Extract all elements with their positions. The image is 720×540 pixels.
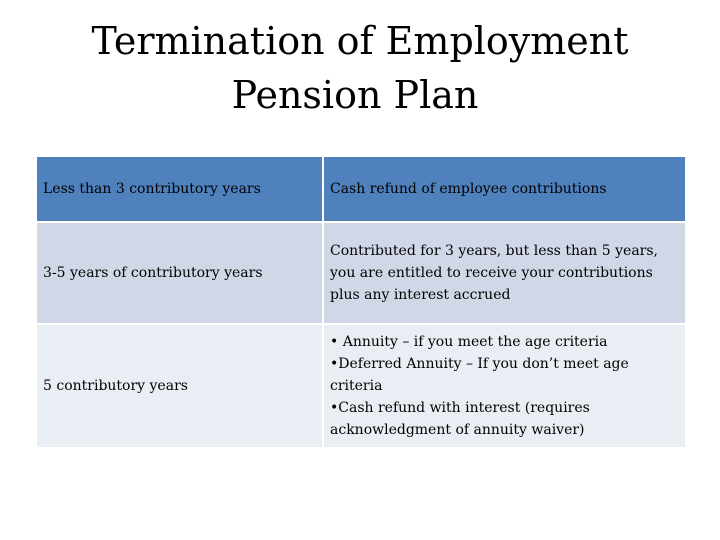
- pension-plan-table: [37, 157, 685, 447]
- bullet-item: •Cash refund with interest (requires acknowledgment of annuity waiver): [330, 400, 590, 438]
- bullet-item: • Annuity – if you meet the age criteria: [330, 334, 608, 350]
- outcome-cell: Cash refund of employee contributions: [323, 157, 685, 222]
- table-row: [37, 222, 685, 324]
- table-row: [37, 324, 685, 447]
- outcome-cell: Contributed for 3 years, but less than 5 years, you are entitled to receive your contributions plus any interest accrued: [323, 222, 685, 324]
- table-row: [37, 157, 685, 222]
- title-line-2: Pension Plan: [231, 73, 479, 117]
- condition-cell: 5 contributory years: [37, 324, 323, 447]
- condition-cell: Less than 3 contributory years: [37, 157, 323, 222]
- condition-cell: 3-5 years of contributory years: [37, 222, 323, 324]
- bullet-item: •Deferred Annuity – If you don’t meet age criteria: [330, 356, 629, 394]
- title-line-1: Termination of Employment: [91, 19, 629, 63]
- slide-title: [0, 14, 720, 122]
- outcome-cell: [323, 324, 685, 447]
